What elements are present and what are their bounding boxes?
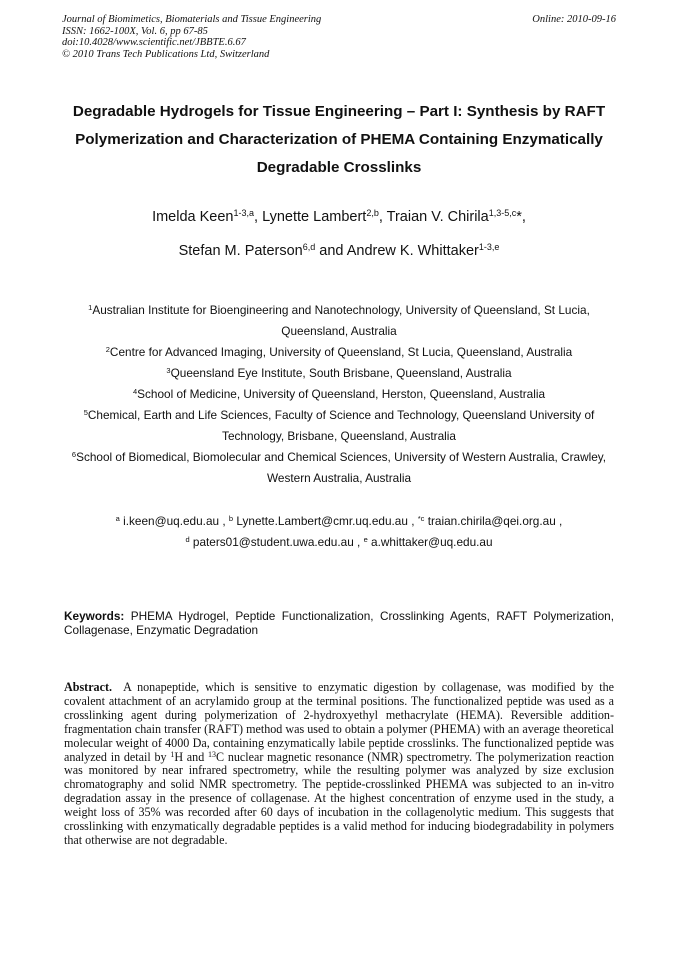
affiliation-list [60, 300, 618, 489]
author-affil-sup: 6,d [302, 242, 316, 252]
affiliation-item [60, 405, 618, 447]
email-link[interactable]: a.whittaker@uq.edu.au [371, 535, 493, 549]
author-affil-sup: 1-3,a [233, 208, 255, 218]
email-link[interactable]: Lynette.Lambert@cmr.uq.edu.au [236, 514, 408, 528]
affiliation-text: Queensland Eye Institute, South Brisbane, Queensland, Australia [170, 366, 512, 380]
email-sup: *c [417, 514, 425, 523]
abstract-text-3: C nuclear magnetic resonance (NMR) spectrometry. The polymerization reaction was monitored by near infrared spectrometry, while the resulting polymer was analyzed by size exclusion chromatography and solid NMR spectrometry. The peptide-crosslinked PHEMA was subjected to an in-vitro degradation assay in the presence of collagenase. At the highest concentration of enzyme used in the study, a weight loss of 35% was recorded after 60 days of incubation in the collagenolytic medium. This suggests that crosslinking with enzymatically degradable peptides is a valid method for inducing biodegradability in polymers that otherwise are not degradable. [64, 749, 615, 847]
affiliation-text: Centre for Advanced Imaging, University of Queensland, St Lucia, Queensland, Australia [109, 345, 573, 359]
author-affil-sup: 2,b [366, 208, 379, 218]
affiliation-text: Australian Institute for Bioengineering and Nanotechnology, University of Queensland, St Lucia, Queensland, Australia [92, 303, 590, 338]
abstract-sup-1: 1 [170, 749, 175, 759]
affiliation-item [60, 300, 618, 342]
author-sep: and [315, 243, 347, 259]
email-link[interactable]: traian.chirila@qei.org.au [427, 514, 556, 528]
email-line [60, 511, 618, 532]
paper-title: Degradable Hydrogels for Tissue Engineering – Part I: Synthesis by RAFT Polymerization and Characterization of PHEMA Containing Enzymatically Degradable Crosslinks [72, 103, 606, 176]
abstract-text-1: A nonapeptide, which is sensitive to enzymatic digestion by collagenase, was modified by the covalent attachment of an acrylamido group at the terminal positions. The functionalized peptide was used as a crosslinking agent during polymerization of 2-hydroxyethyl methacrylate (HEMA). Reversible addition-fragmentation chain transfer (RAFT) method was used to obtain a polymer (PHEMA) with an average theoretical molecular weight of 4000 Da, containing enzymatically labile peptide crosslinks. The functionalized peptide was analyzed in detail by [64, 680, 614, 764]
affiliation-item [60, 384, 618, 405]
email-sup: d [185, 535, 190, 544]
abstract-sup-2: 13 [208, 749, 217, 759]
email-sup: b [228, 514, 234, 523]
abstract-section [64, 681, 614, 848]
journal-header [62, 14, 616, 60]
affiliation-item [60, 342, 618, 363]
author-name: Imelda Keen [152, 209, 234, 225]
email-sep: , [219, 514, 229, 528]
author-name: Stefan M. Paterson [178, 243, 303, 259]
author-affil-sup: 1-3,e [478, 242, 500, 252]
affiliation-item [60, 363, 618, 384]
journal-name: Journal of Biomimetics, Biomaterials and Tissue Engineering [62, 14, 322, 25]
journal-issn: ISSN: 1662-100X, Vol. 6, pp 67-85 [62, 25, 208, 37]
author-list [60, 200, 618, 268]
author-name: Lynette Lambert [262, 209, 367, 225]
keywords-section [64, 610, 614, 637]
affiliation-number: 2 [105, 345, 110, 354]
email-sep: , [353, 535, 364, 549]
keywords-label: Keywords: [64, 609, 125, 623]
email-link[interactable]: paters01@student.uwa.edu.au [192, 535, 354, 549]
email-link[interactable]: i.keen@uq.edu.au [123, 514, 220, 528]
email-sep: , [407, 514, 418, 528]
author-sep: , [254, 209, 263, 225]
affiliation-number: 6 [71, 450, 77, 459]
affiliation-number: 3 [166, 366, 171, 375]
keywords-text: PHEMA Hydrogel, Peptide Functionalization, Crosslinking Agents, RAFT Polymerization, Collagenase, Enzymatic Degradation [64, 609, 614, 637]
affiliation-text: Chemical, Earth and Life Sciences, Faculty of Science and Technology, Queensland University of Technology, Brisbane, Queensland, Australia [87, 408, 595, 443]
online-date: Online: 2010-09-16 [532, 14, 616, 25]
author-name: Andrew K. Whittaker [346, 243, 479, 259]
email-sup: e [363, 535, 368, 544]
author-sep: *, [516, 209, 526, 225]
email-sup: a [115, 514, 120, 523]
affiliation-number: 4 [132, 387, 138, 396]
author-name: Traian V. Chirila [386, 209, 489, 225]
author-sep: , [378, 209, 387, 225]
affiliation-number: 5 [83, 408, 88, 417]
email-sep: , [555, 514, 563, 528]
affiliation-text: School of Biomedical, Biomolecular and Chemical Sciences, University of Western Australia, Crawley, Western Australia, Australia [76, 450, 607, 485]
affiliation-item [60, 447, 618, 489]
email-list [60, 511, 618, 553]
journal-doi: doi:10.4028/www.scientific.net/JBBTE.6.67 [62, 37, 246, 48]
affiliation-number: 1 [88, 303, 93, 312]
abstract-label: Abstract. [64, 680, 113, 694]
author-affil-sup: 1,3-5,c [488, 208, 517, 218]
abstract-text-2: H and [174, 749, 205, 764]
journal-copyright: © 2010 Trans Tech Publications Ltd, Switzerland [62, 48, 270, 60]
email-line [60, 532, 618, 553]
affiliation-text: School of Medicine, University of Queensland, Herston, Queensland, Australia [137, 387, 546, 401]
